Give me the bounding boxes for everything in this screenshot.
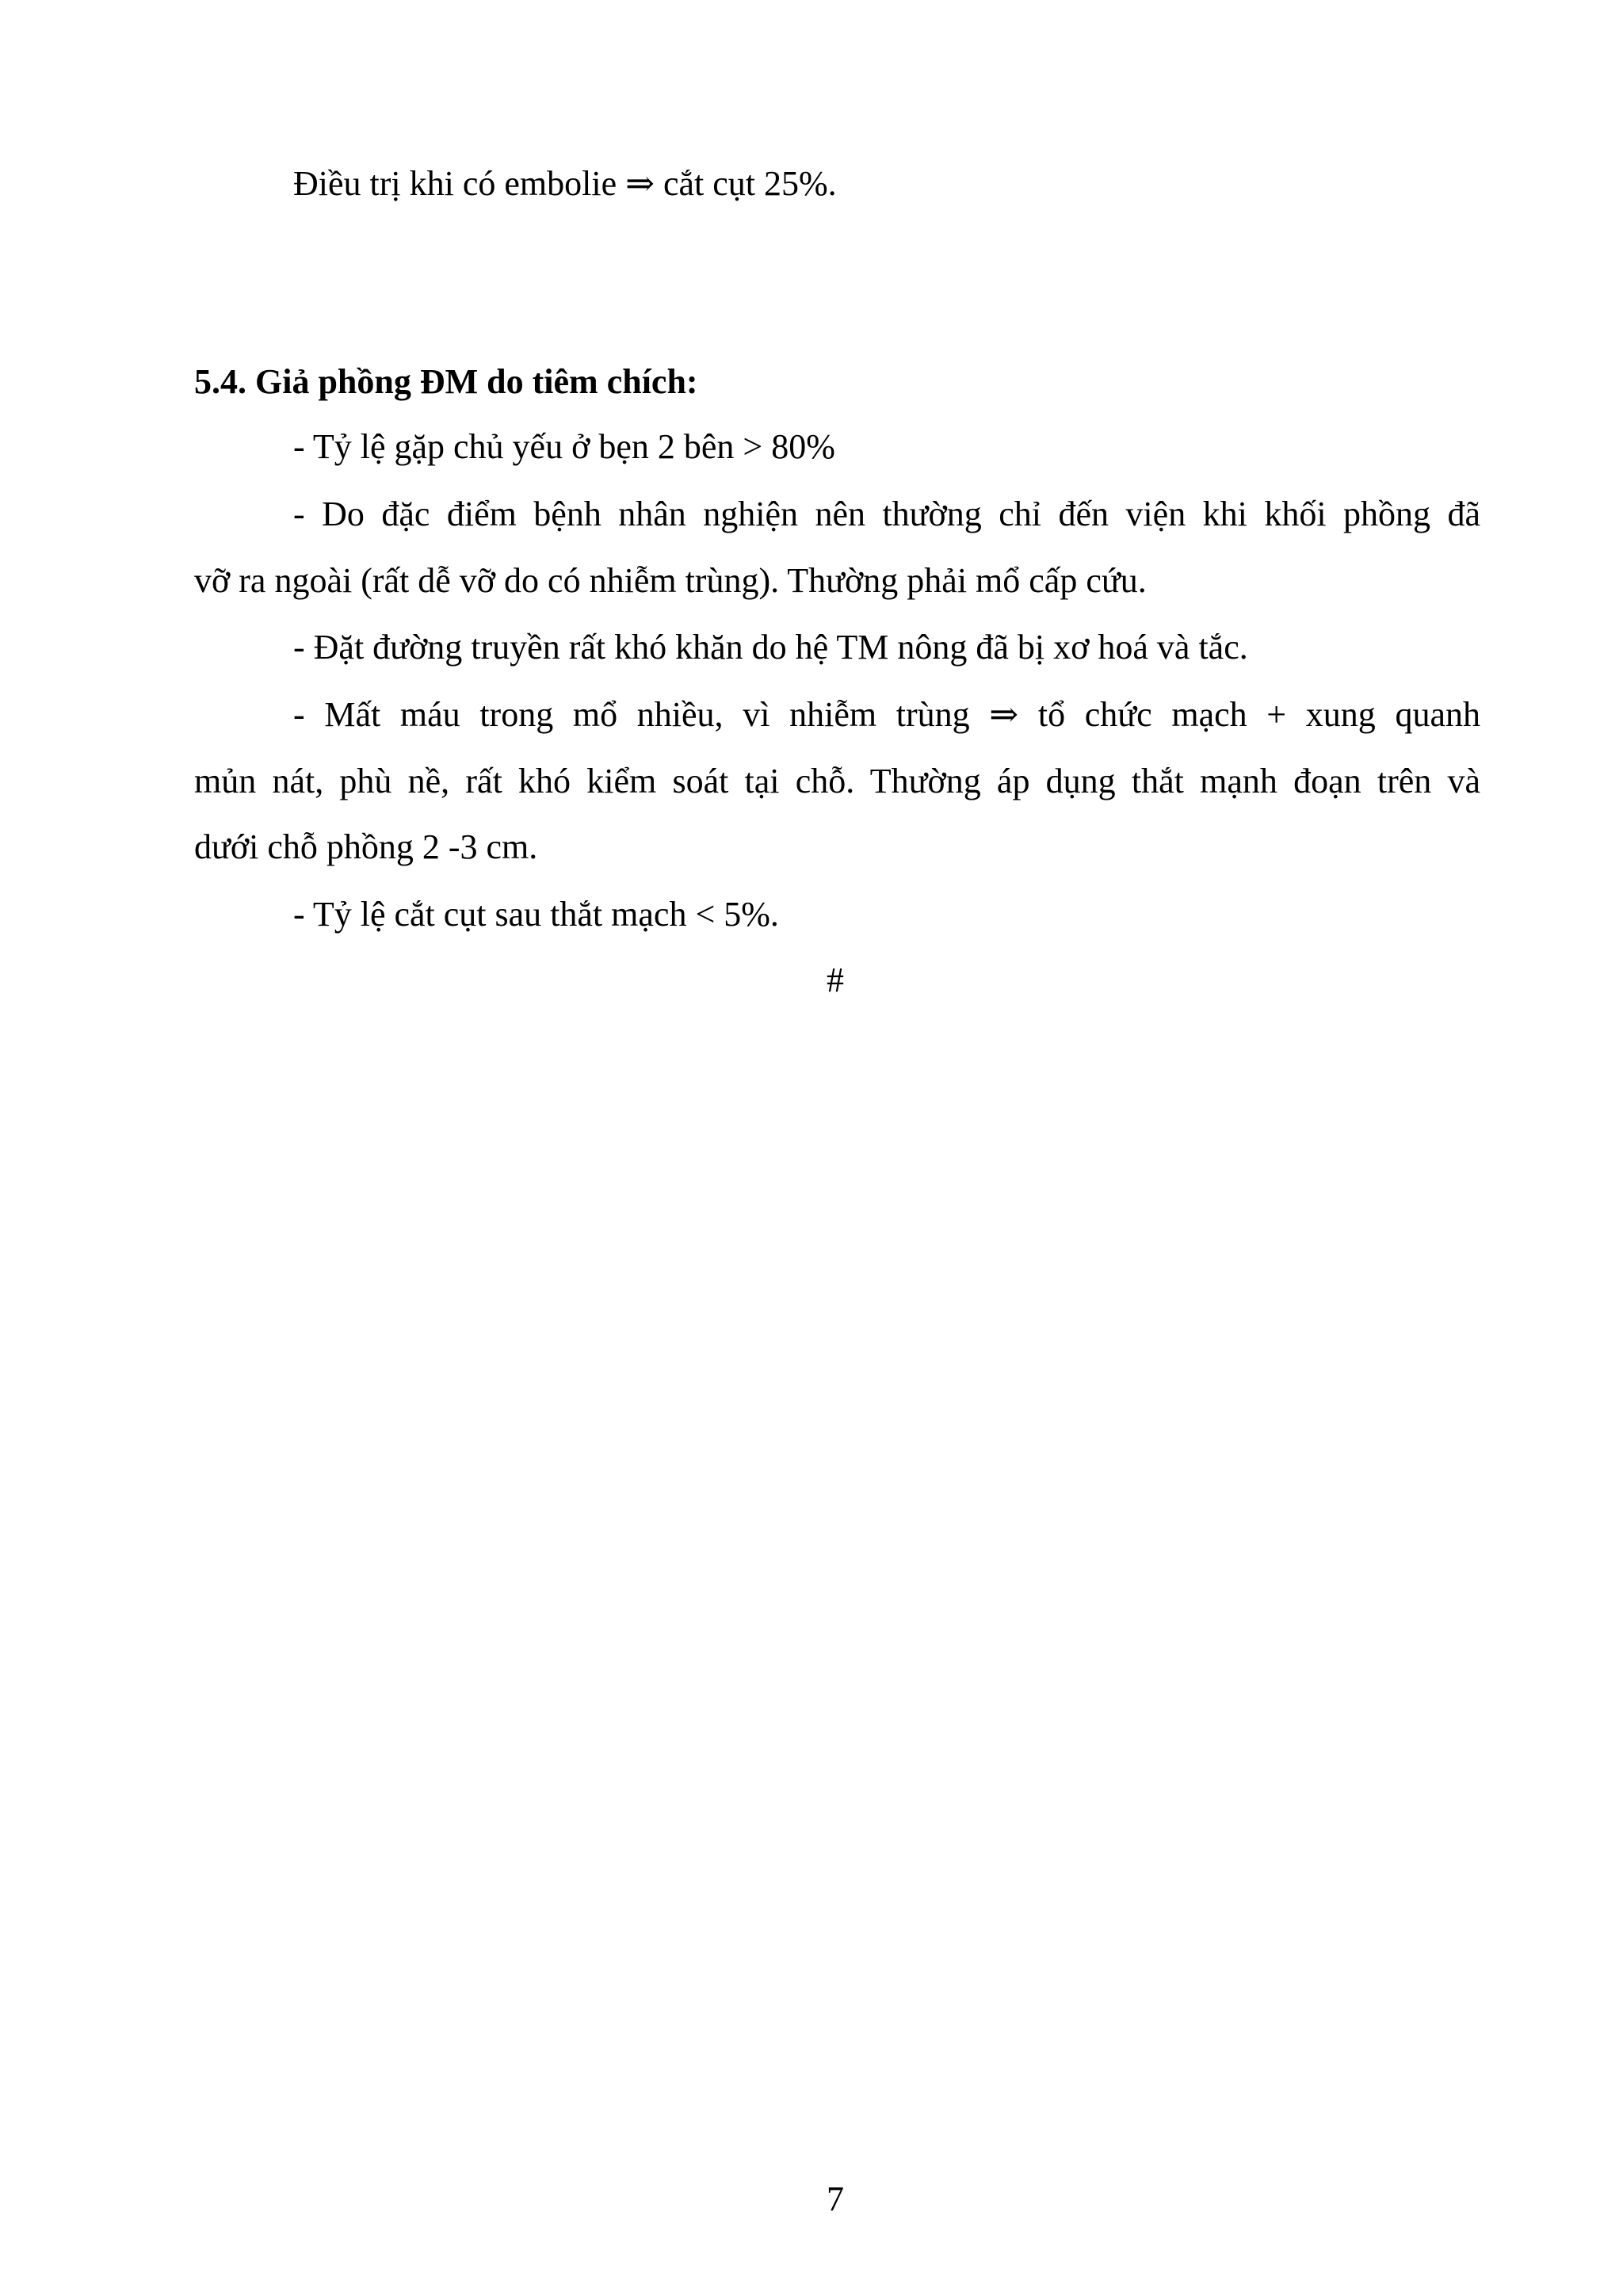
bullet-addict-line-1: - Do đặc điểm bệnh nhân nghiện nên thường chỉ đến viện khi khối phồng đã (293, 495, 1480, 533)
bullet-blood-loss-line-1: - Mất máu trong mổ nhiều, vì nhiễm trùng ⇒ tổ chức mạch + xung quanh (293, 695, 1480, 734)
bullet-blood-loss-line-3: dưới chỗ phồng 2 -3 cm. (194, 827, 538, 866)
bullet-addict-line-2: vỡ ra ngoài (rất dễ vỡ do có nhiễm trùng). Thường phải mổ cấp cứu. (194, 561, 1147, 600)
paragraph-embolie: Điều trị khi có embolie ⇒ cắt cụt 25%. (293, 164, 837, 203)
end-marker: # (827, 961, 844, 999)
bullet-iv-access: - Đặt đường truyền rất khó khăn do hệ TM nông đã bị xơ hoá và tắc. (293, 628, 1248, 667)
section-heading-5-4: 5.4. Giả phồng ĐM do tiêm chích: (194, 362, 698, 401)
bullet-blood-loss-line-2: mủn nát, phù nề, rất khó kiểm soát tại chỗ. Thường áp dụng thắt mạnh đoạn trên và (194, 762, 1480, 800)
bullet-groin-rate: - Tỷ lệ gặp chủ yếu ở bẹn 2 bên > 80% (293, 427, 835, 466)
page-number: 7 (827, 2179, 844, 2218)
bullet-amputation-rate: - Tỷ lệ cắt cụt sau thắt mạch < 5%. (293, 895, 779, 934)
